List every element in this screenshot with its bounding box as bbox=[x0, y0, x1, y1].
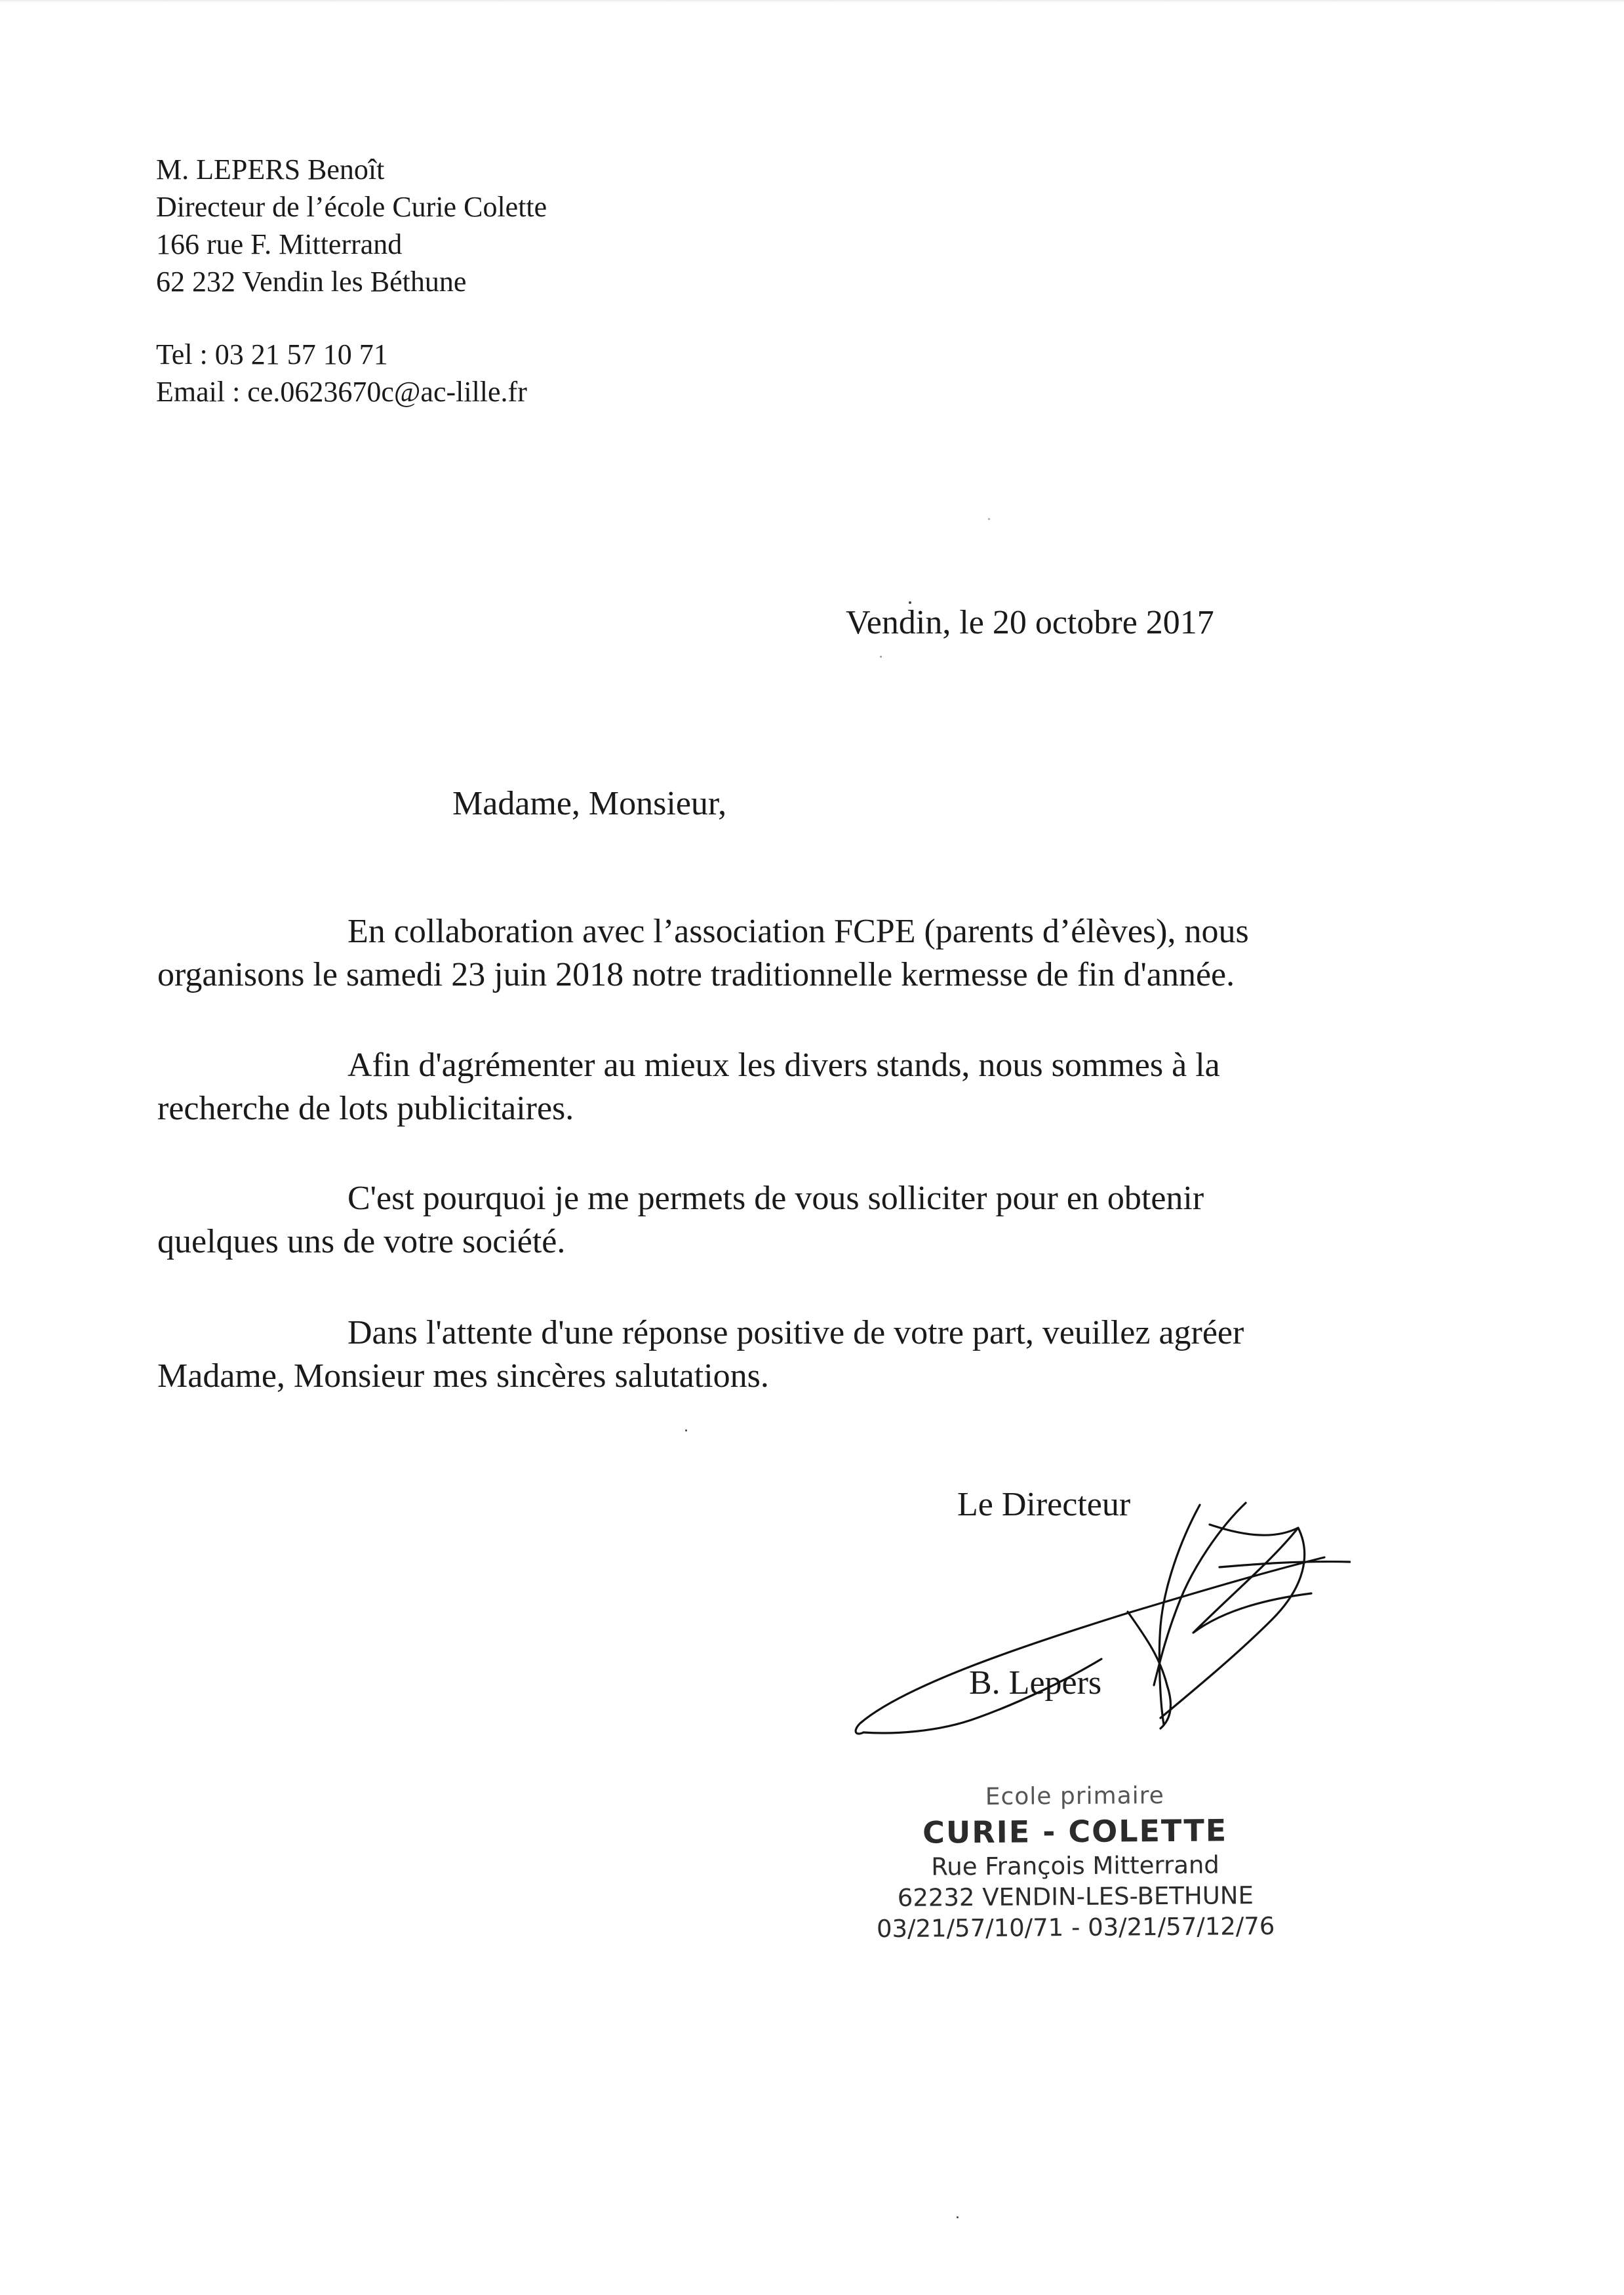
scan-speck bbox=[988, 518, 990, 520]
stamp-street: Rue François Mitterrand bbox=[931, 1850, 1219, 1881]
paragraph-line: Madame, Monsieur mes sincères salutations. bbox=[157, 1357, 769, 1395]
body-paragraph bbox=[157, 910, 1351, 997]
paragraph-line: En collaboration avec l’association FCPE (parents d’élèves), nous bbox=[347, 913, 1249, 950]
stamp-school-name: CURIE - COLETTE bbox=[922, 1812, 1228, 1850]
paragraph-line: quelques uns de votre société. bbox=[157, 1223, 566, 1260]
sender-email: Email : ce.0623670c@ac-lille.fr bbox=[156, 376, 527, 408]
body-paragraph bbox=[157, 1044, 1351, 1130]
sender-address-block bbox=[156, 151, 547, 300]
sender-street: 166 rue F. Mitterrand bbox=[156, 228, 403, 260]
sender-contact-block bbox=[156, 336, 527, 410]
paragraph-line: C'est pourquoi je me permets de vous solliciter pour en obtenir bbox=[347, 1180, 1204, 1217]
sender-city: 62 232 Vendin les Béthune bbox=[156, 266, 467, 298]
body-paragraph bbox=[157, 1311, 1351, 1398]
paragraph-line: Dans l'attente d'une réponse positive de votre part, veuillez agréer bbox=[347, 1314, 1244, 1351]
paragraph-line: organisons le samedi 23 juin 2018 notre traditionnelle kermesse de fin d'année. bbox=[157, 956, 1235, 993]
handwritten-signature bbox=[852, 1488, 1351, 1751]
signer-title: Le Directeur bbox=[957, 1486, 1131, 1523]
signer-name: B. Lepers bbox=[969, 1664, 1102, 1702]
school-stamp bbox=[819, 1779, 1332, 1944]
scan-edge bbox=[0, 0, 1624, 3]
sender-phone: Tel : 03 21 57 10 71 bbox=[156, 338, 388, 370]
letter-salutation: Madame, Monsieur, bbox=[452, 785, 727, 822]
sender-name: M. LEPERS Benoît bbox=[156, 153, 385, 186]
stamp-phones: 03/21/57/10/71 - 03/21/57/12/76 bbox=[876, 1911, 1275, 1944]
stamp-city: 62232 VENDIN-LES-BETHUNE bbox=[897, 1881, 1254, 1912]
body-paragraph bbox=[157, 1177, 1351, 1264]
scan-speck bbox=[909, 601, 911, 604]
letter-date: Vendin, le 20 octobre 2017 bbox=[846, 604, 1214, 641]
scan-speck bbox=[880, 656, 882, 658]
paragraph-line: Afin d'agrémenter au mieux les divers stands, nous sommes à la bbox=[347, 1047, 1220, 1084]
scan-speck bbox=[957, 2216, 959, 2218]
scan-speck bbox=[685, 1429, 687, 1431]
stamp-kind: Ecole primaire bbox=[985, 1782, 1164, 1810]
sender-role: Directeur de l’école Curie Colette bbox=[156, 191, 547, 223]
paragraph-line: recherche de lots publicitaires. bbox=[157, 1090, 574, 1127]
